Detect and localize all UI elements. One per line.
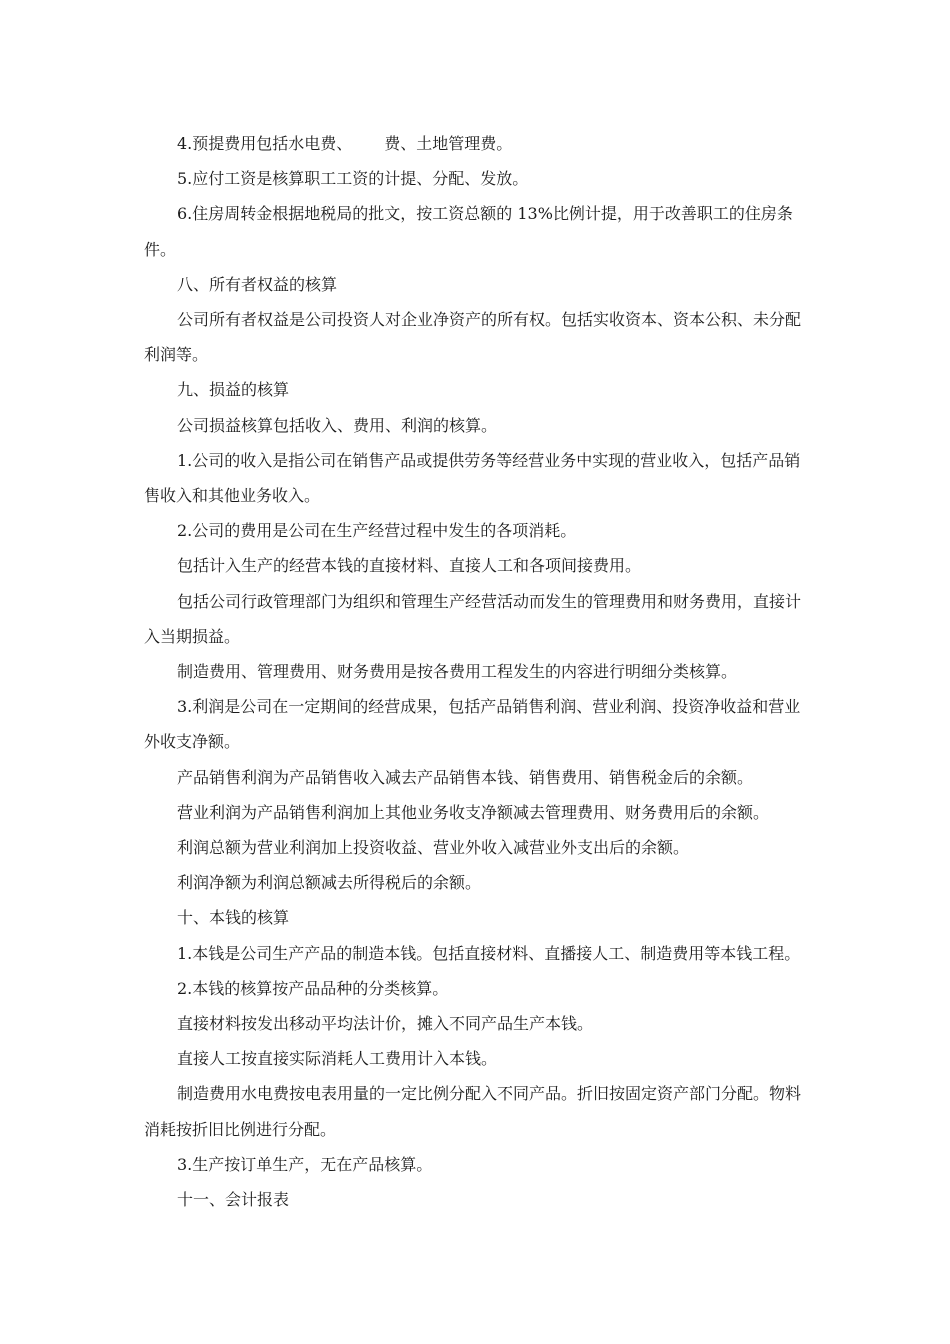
section-heading-reports: 十一、会计报表 [177, 1190, 290, 1210]
paragraph-production-costs: 包括计入生产的经营本钱的直接材料、直接人工和各项间接费用。 [177, 556, 642, 576]
paragraph-cost-by-product: 2.本钱的核算按产品品种的分类核算。 [177, 978, 449, 998]
paragraph-sales-profit: 产品销售利润为产品销售收入减去产品销售本钱、销售费用、销售税金后的余额。 [177, 767, 754, 787]
paragraph-total-profit: 利润总额为营业利润加上投资收益、营业外收入减营业外支出后的余额。 [177, 838, 690, 858]
paragraph-direct-labor: 直接人工按直接实际消耗人工费用计入本钱。 [177, 1049, 498, 1069]
section-heading-cost-accounting: 十、本钱的核算 [177, 908, 290, 928]
paragraph-direct-materials: 直接材料按发出移动平均法计价，摊入不同产品生产本钱。 [177, 1014, 594, 1034]
section-heading-profit-loss: 九、损益的核算 [177, 380, 290, 400]
document-body [144, 126, 806, 1217]
paragraph-wages-payable: 5.应付工资是核算职工工资的计提、分配、发放。 [177, 169, 529, 189]
paragraph-profit: 3.利润是公司在一定期间的经营成果，包括产品销售利润、营业利润、投资净收益和营业外收支净额。 [144, 697, 801, 752]
paragraph-owners-equity: 公司所有者权益是公司投资人对企业净资产的所有权。包括实收资本、资本公积、未分配利润等。 [144, 310, 802, 365]
paragraph-profit-loss-intro: 公司损益核算包括收入、费用、利润的核算。 [177, 415, 498, 435]
paragraph-admin-costs: 包括公司行政管理部门为组织和管理生产经营活动而发生的管理费用和财务费用，直接计入当期损益。 [144, 591, 802, 646]
paragraph-expenses: 2.公司的费用是公司在生产经营过程中发生的各项消耗。 [177, 521, 577, 541]
paragraph-order-production: 3.生产按订单生产，无在产品核算。 [177, 1154, 433, 1174]
section-heading-owners-equity: 八、所有者权益的核算 [177, 274, 338, 294]
paragraph-revenue: 1.公司的收入是指公司在销售产品或提供劳务等经营业务中实现的营业收入，包括产品销售收入和其他业务收入。 [144, 450, 801, 506]
paragraph-overhead-allocation: 制造费用水电费按电表用量的一定比例分配入不同产品。折旧按固定资产部门分配。物料消耗按折旧比例进行分配。 [144, 1084, 802, 1139]
paragraph-accrued-expenses [144, 126, 806, 161]
paragraph-text: 4.预提费用包括水电费、 [177, 134, 353, 153]
paragraph-cost-detail: 制造费用、管理费用、财务费用是按各费用工程发生的内容进行明细分类核算。 [177, 662, 738, 682]
paragraph-net-profit: 利润净额为利润总额减去所得税后的余额。 [177, 873, 482, 893]
paragraph-housing-fund: 6.住房周转金根据地税局的批文，按工资总额的 13%比例计提，用于改善职工的住房条件。 [144, 204, 793, 259]
paragraph-operating-profit: 营业利润为产品销售利润加上其他业务收支净额减去管理费用、财务费用后的余额。 [177, 802, 770, 822]
paragraph-manufacturing-cost: 1.本钱是公司生产产品的制造本钱。包括直接材料、直播接人工、制造费用等本钱工程。 [177, 943, 801, 963]
paragraph-text: 费、土地管理费。 [384, 134, 513, 153]
